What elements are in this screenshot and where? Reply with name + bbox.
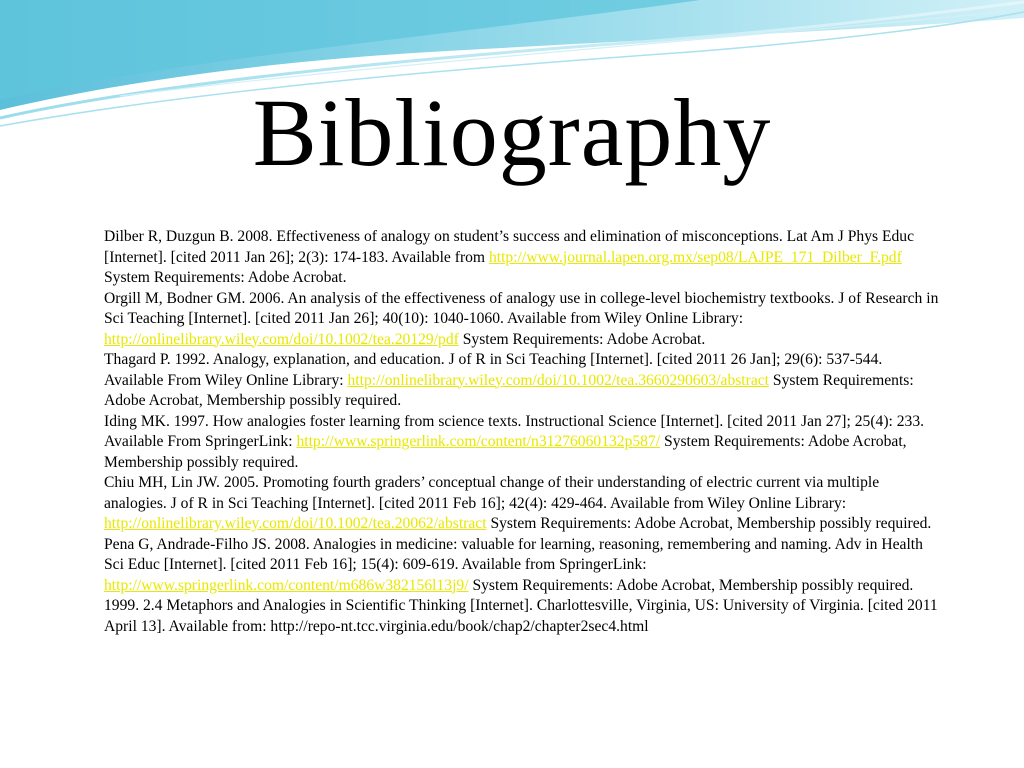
reference-text: Iding MK. 1997. How analogies foster learning from science texts. Instructional Science [Internet]. [cited 2011 Jan 27]; 25(4): 233. Available From SpringerLink: — [104, 412, 925, 450]
reference-item — [104, 473, 940, 535]
reference-link[interactable]: http://onlinelibrary.wiley.com/doi/10.1002/tea.20129/pdf — [104, 330, 459, 348]
reference-note: System Requirements: Adobe Acrobat, Membership possibly required. — [104, 371, 914, 409]
reference-text: Chiu MH, Lin JW. 2005. Promoting fourth graders’ conceptual change of their understanding of electric current via multiple analogies. J of R in Sci Teaching [Internet]. [cited 2011 Feb 16]; 42(4): 429-464. Available from Wiley Online Library: — [104, 474, 880, 512]
reference-list — [104, 227, 940, 637]
reference-link[interactable]: http://www.springerlink.com/content/m686w382156l13j9/ — [104, 576, 469, 594]
reference-link[interactable]: http://onlinelibrary.wiley.com/doi/10.1002/tea.3660290603/abstract — [347, 371, 770, 389]
reference-note: System Requirements: Adobe Acrobat. — [104, 269, 347, 286]
reference-note: System Requirements: Adobe Acrobat, Membership possibly required. — [104, 433, 907, 471]
reference-item — [104, 289, 940, 351]
reference-link[interactable]: http://www.springerlink.com/content/n31276060132p587/ — [296, 433, 661, 450]
reference-link[interactable]: http://www.journal.lapen.org.mx/sep08/LAJPE_171_Dilber_F.pdf — [488, 248, 902, 266]
reference-text: Dilber R, Duzgun B. 2008. Effectiveness of analogy on student’s success and elimination of misconceptions. Lat Am J Phys Educ [Internet]. [cited 2011 Jan 26]; 2(3): 174-183. Available from — [104, 228, 915, 266]
reference-text: 1999. 2.4 Metaphors and Analogies in Scientific Thinking [Internet]. Charlottesville, Virginia, US: University of Virginia. [cited 2011 April 13]. Available from: http://repo-nt.tcc.virginia.edu/book/chap2/chapter2sec4.html — [104, 597, 938, 635]
reference-note: System Requirements: Adobe Acrobat, Membership possibly required. — [486, 515, 932, 532]
reference-item — [104, 535, 940, 597]
reference-item — [104, 227, 940, 289]
reference-text: Orgill M, Bodner GM. 2006. An analysis of the effectiveness of analogy use in college-level biochemistry textbooks. J of Research in Sci Teaching [Internet]. [cited 2011 Jan 26]; 40(10): 1040-1060. Available from Wiley Online Library: — [104, 289, 939, 327]
reference-link[interactable]: http://onlinelibrary.wiley.com/doi/10.1002/tea.20062/abstract — [104, 515, 487, 532]
reference-item — [104, 350, 940, 412]
reference-item — [104, 412, 940, 474]
reference-item — [104, 596, 940, 637]
reference-text: Pena G, Andrade-Filho JS. 2008. Analogies in medicine: valuable for learning, reasoning, remembering and naming. Adv in Health Sci Educ [Internet]. [cited 2011 Feb 16]; 15(4): 609-619. Available from SpringerLink: — [104, 535, 923, 573]
reference-note: System Requirements: Adobe Acrobat, Membership possibly required. — [468, 576, 914, 594]
slide-title: Bibliography — [252, 79, 772, 186]
reference-note: System Requirements: Adobe Acrobat. — [458, 330, 706, 348]
reference-text: Thagard P. 1992. Analogy, explanation, and education. J of R in Sci Teaching [Internet]. [cited 2011 26 Jan]; 29(6): 537-544. Available From Wiley Online Library: — [104, 351, 883, 389]
